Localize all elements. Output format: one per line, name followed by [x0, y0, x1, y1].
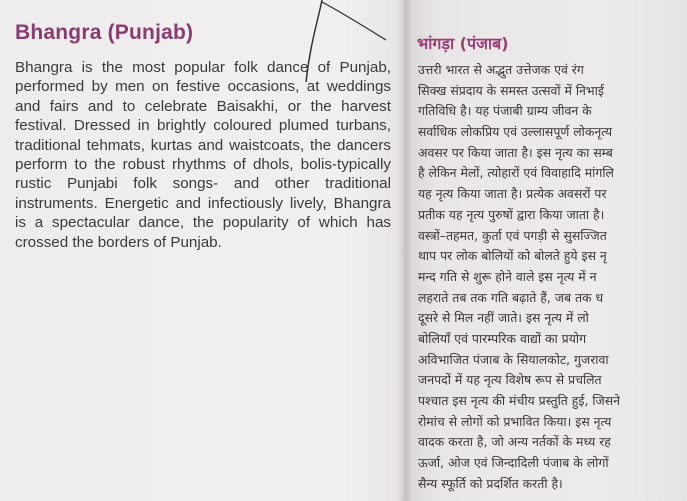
hindi-line: वस्त्रों–तहमत, कुर्ता एवं पगड़ी से सुसज्जित: [418, 227, 607, 243]
hindi-line: सर्वाधिक लोकप्रिय एवं उल्लासपूर्ण लोकनृत्य: [418, 124, 613, 140]
hindi-line: थाप पर लोक बोलियों को बोलते हुये इस नृ: [418, 248, 607, 264]
hindi-line: सिक्ख संप्रदाय के समस्त उत्सवों में निभाई: [418, 82, 604, 98]
hindi-line: अविभाजित पंजाब के सियालकोट, गुजरावा: [418, 351, 609, 367]
pen-mark: [292, 0, 392, 85]
hindi-line: यह नृत्य किया जाता है। प्रत्येक अवसरों पर: [418, 186, 607, 202]
hindi-body: [418, 60, 687, 500]
hindi-line: सैन्य स्फूर्ति को प्रदर्शित करती है।: [418, 475, 563, 491]
hindi-line: दूसरे से मिल नहीं जाते। इस नृत्य में लो: [418, 310, 589, 326]
hindi-line: ऊर्जा, ओज एवं जिन्दादिली पंजाब के लोगों: [418, 455, 609, 471]
hindi-line: पश्चात इस नृत्य की मंचीय प्रस्तुति हुई, जिसने: [418, 393, 620, 408]
hindi-title: भांगड़ा (पंजाब): [417, 34, 509, 53]
hindi-line: है लेकिन मेलों, त्योहारों एवं विवाहादि मांगलि: [418, 165, 614, 181]
hindi-line: बोलियाँ एवं पारम्परिक वाद्यों का प्रयोग: [418, 330, 587, 346]
hindi-line: अवसर पर किया जाता है। इस नृत्य का सम्ब: [418, 144, 613, 160]
hindi-line: मन्द गति से शुरू होने वाले इस नृत्य में न: [418, 268, 597, 284]
hindi-line: प्रतीक यह नृत्य पुरुषों द्वारा किया जाता है।: [418, 206, 605, 222]
hindi-line: रोमांच से लोगों को प्रभावित किया। इस नृत्य: [418, 413, 612, 429]
hindi-line: लहराते तब तक गति बढ़ाते हैं, जब तक ध: [418, 289, 604, 305]
hindi-line: वादक करता है, जो अन्य नर्तकों के मध्य रह: [418, 434, 611, 450]
hindi-line: गतिविधि है। यह पंजाबी ग्राम्य जीवन के: [418, 103, 592, 119]
english-title: Bhangra (Punjab): [15, 21, 194, 44]
page-gutter: [398, 0, 412, 501]
hindi-line: उत्तरी भारत से अद्भुत उत्तेजक एवं रंग: [418, 62, 584, 77]
hindi-line: जनपदों में यह नृत्य विशेष रूप से प्रचलित: [418, 372, 602, 388]
english-body: Bhangra is the most popular folk dance of Punjab, performed by men on festive occasions, at weddings and fairs and to celebrate Baisakhi, or the harvest festival. Dressed in brightly coloured plumed turbans, traditional tehmats, kurtas and waistcoats, the dancers perform to the robust rhythms of dhols, bolis-typically rustic Punjabi folk songs- and other traditional instruments. Energetic and infectiously lively, Bhangra is a spectacular dance, the popularity of which has crossed the borders of Punjab.: [15, 59, 391, 251]
